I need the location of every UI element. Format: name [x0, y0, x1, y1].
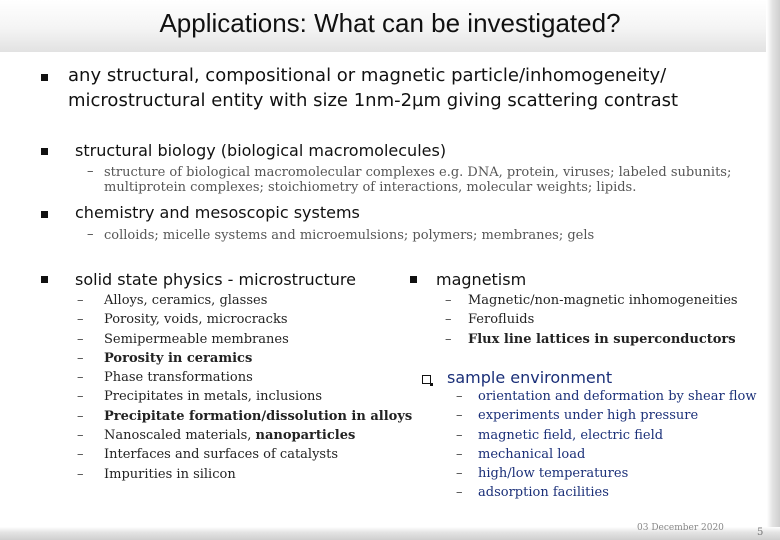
list-item: – Interfaces and surfaces of catalysts [77, 447, 338, 463]
bullet-marker [41, 148, 48, 155]
page-number: 5 [757, 527, 764, 538]
list-item: – Ferofluids [445, 312, 535, 328]
magnetism-list [445, 293, 745, 351]
bullet-sample-environment: sample environment [447, 368, 613, 387]
biology-detail-line2: multiprotein complexes; stoichiometry of interactions, molecular weights; lipids. [104, 180, 637, 195]
list-item: – orientation and deformation by shear flow [456, 389, 757, 404]
bullet-marker [41, 74, 48, 81]
list-item: – Magnetic/non-magnetic inhomogeneities [445, 293, 738, 308]
list-item: – Porosity, voids, microcracks [77, 312, 288, 328]
list-item: – Precipitates in metals, inclusions [77, 389, 323, 405]
bullet-structural-line2: microstructural entity with size 1nm-2µm giving scattering contrast [68, 90, 679, 111]
list-item: – high/low temperatures [456, 466, 629, 482]
list-item: – Impurities in silicon [77, 466, 236, 482]
list-item: – experiments under high pressure [456, 408, 699, 424]
bullet-marker [41, 211, 48, 218]
list-item: – Precipitate formation/dissolution in alloys [77, 408, 413, 424]
frame-shadow-right [767, 0, 780, 540]
sub-dash: – [87, 164, 94, 179]
list-item: – Alloys, ceramics, glasses [77, 293, 268, 308]
list-item: – mechanical load [456, 446, 586, 462]
list-item: – Semipermeable membranes [77, 331, 289, 347]
bullet-marker [41, 276, 48, 283]
sub-dash: – [87, 227, 94, 242]
hollow-bullet-marker [422, 375, 431, 384]
list-item: – magnetic field, electric field [456, 427, 664, 443]
footer-date: 03 December 2020 [637, 523, 724, 533]
bullet-marker [410, 276, 417, 283]
biology-detail-line1: structure of biological macromolecular complexes e.g. DNA, protein, viruses; labeled subunits; [104, 165, 732, 180]
bullet-solid-state-physics: solid state physics - microstructure [75, 270, 356, 289]
chemistry-detail: colloids; micelle systems and microemulsions; polymers; membranes; gels [104, 228, 595, 243]
bullet-structural-line1: any structural, compositional or magnetic particle/inhomogeneity/ [68, 65, 667, 86]
list-item: – Flux line lattices in superconductors [445, 331, 736, 347]
list-item: – adsorption facilities [456, 485, 609, 501]
list-item: – Phase transformations [77, 370, 253, 386]
solid-state-list [77, 293, 413, 486]
bullet-magnetism: magnetism [436, 270, 527, 289]
bullet-chemistry: chemistry and mesoscopic systems [75, 203, 360, 222]
list-item: – Porosity in ceramics [77, 350, 253, 366]
list-item: – Nanoscaled materials, nanoparticles [77, 428, 356, 444]
sample-environment-list [456, 389, 756, 505]
slide-title: Applications: What can be investigated? [159, 8, 621, 38]
bullet-structural-biology: structural biology (biological macromolecules) [75, 141, 447, 160]
